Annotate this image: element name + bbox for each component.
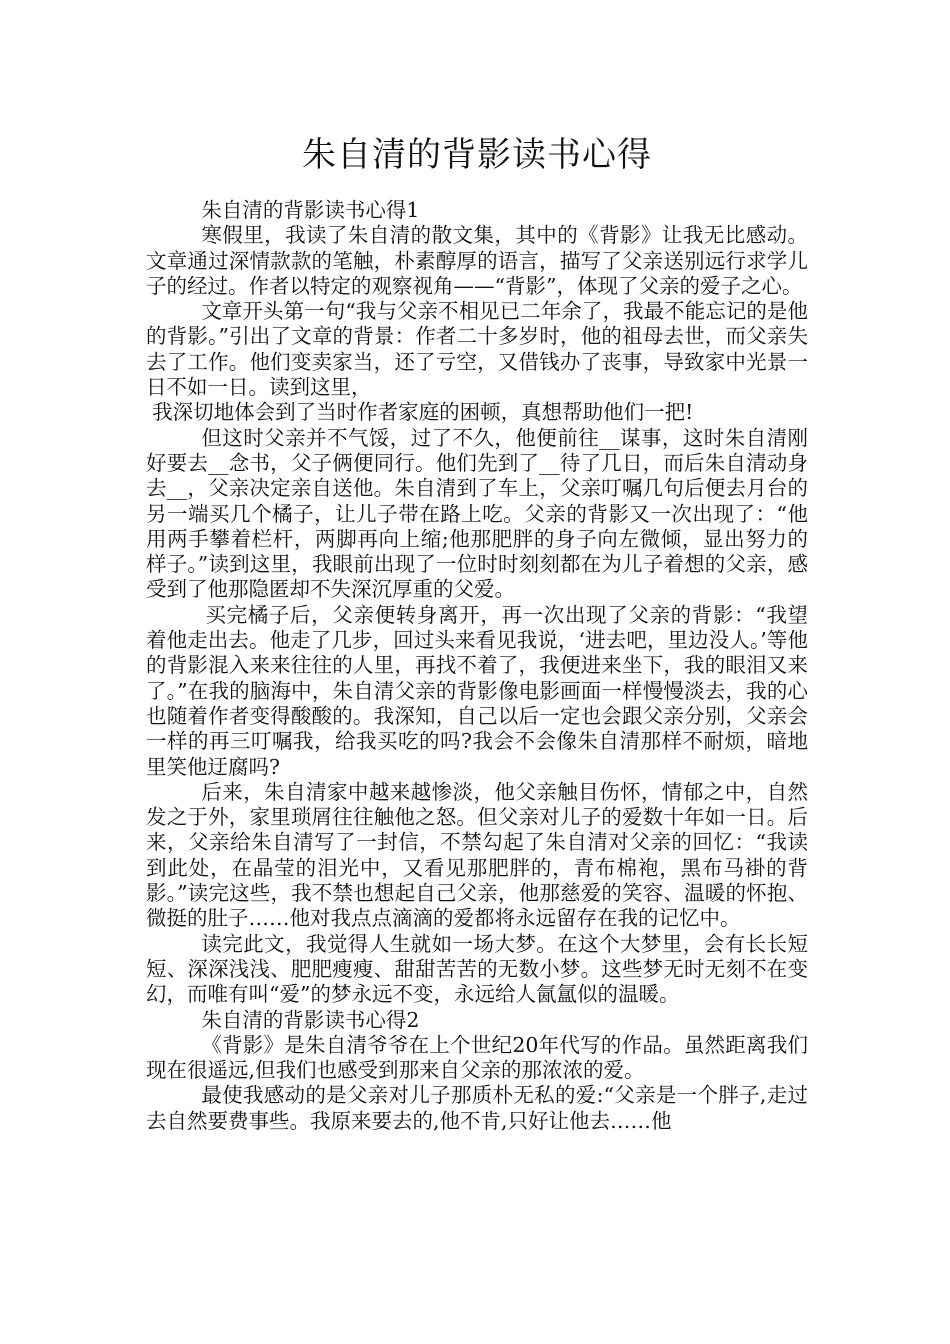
paragraph: 寒假里，我读了朱自清的散文集，其中的《背影》让我无比感动。文章通过深情款款的笔触，朴素醇厚的语言，描写了父亲送别远行求学儿子的经过。作者以特定的观察视角——“背影”，体现了父亲的爱子之心。 [146,223,808,298]
paragraph: 《背影》是朱自清爷爷在上个世纪20年代写的作品。虽然距离我们现在很遥远,但我们也感受到那来自父亲的那浓浓的爱。 [146,1032,808,1083]
paragraph: 最使我感动的是父亲对儿子那质朴无私的爱:“父亲是一个胖子,走过去自然要费事些。我原来要去的,他不肯,只好让他去……他 [146,1083,808,1133]
paragraph: 我深切地体会到了当时作者家庭的困顿，真想帮助他们一把! [152,400,694,425]
paragraph: 买完橘子后，父亲便转身离开，再一次出现了父亲的背影：“我望着他走出去。他走了几步，回过头来看见我说，‘进去吧，里边没人。’等他的背影混入来来往往的人里，再找不着了，我便进来坐下，我的眼泪又来了。”在我的脑海中，朱自清父亲的背影像电影画面一样慢慢淡去，我的心也随着作者变得酸酸的。我深知，自己以后一定也会跟父亲分别，父亲会一样的再三叮嘱我，给我买吃的吗?我会不会像朱自清那样不耐烦，暗地里笑他迂腐吗? [146,602,808,779]
document-title: 朱自清的背影读书心得 [302,135,652,175]
section-heading-1: 朱自清的背影读书心得1 [201,198,420,222]
paragraph: 但这时父亲并不气馁，过了不久，他便前往__谋事，这时朱自清刚好要去__念书，父子俩便同行。他们先到了__待了几日，而后朱自清动身去__，父亲决定亲自送他。朱自清到了车上，父亲叮嘱几句后便去月台的另一端买几个橘子，让儿子带在路上吃。父亲的背影又一次出现了：“他用两手攀着栏杆，两脚再向上缩;他那肥胖的身子向左微倾，显出努力的样子。”读到这里，我眼前出现了一位时时刻刻都在为儿子着想的父亲，感受到了他那隐匿却不失深沉厚重的父爱。 [146,425,808,602]
document-body [146,198,808,1134]
paragraph: 后来，朱自清家中越来越惨淡，他父亲触目伤怀，情郁之中，自然发之于外，家里琐屑往往触他之怒。但父亲对儿子的爱数十年如一日。后来，父亲给朱自清写了一封信，不禁勾起了朱自清对父亲的回忆：“我读到此处，在晶莹的泪光中，又看见那肥胖的，青布棉袍，黑布马褂的背影。”读完这些，我不禁也想起自己父亲，他那慈爱的笑容、温暖的怀抱、微挺的肚子……他对我点点滴滴的爱都将永远留存在我的记忆中。 [146,779,808,931]
paragraph: 读完此文，我觉得人生就如一场大梦。在这个大梦里，会有长长短短、深深浅浅、肥肥瘦瘦、甜甜苦苦的无数小梦。这些梦无时无刻不在变幻，而唯有叫“爱”的梦永远不变，永远给人氤氲似的温暖。 [146,931,808,1007]
section-heading-2: 朱自清的背影读书心得2 [201,1007,420,1032]
paragraph: 文章开头第一句“我与父亲不相见已二年余了，我最不能忘记的是他的背影。”引出了文章的背景：作者二十多岁时，他的祖母去世，而父亲失去了工作。他们变卖家当，还了亏空，又借钱办了丧事，导致家中光景一日不如一日。读到这里， [146,299,808,400]
document-page [146,0,808,1134]
